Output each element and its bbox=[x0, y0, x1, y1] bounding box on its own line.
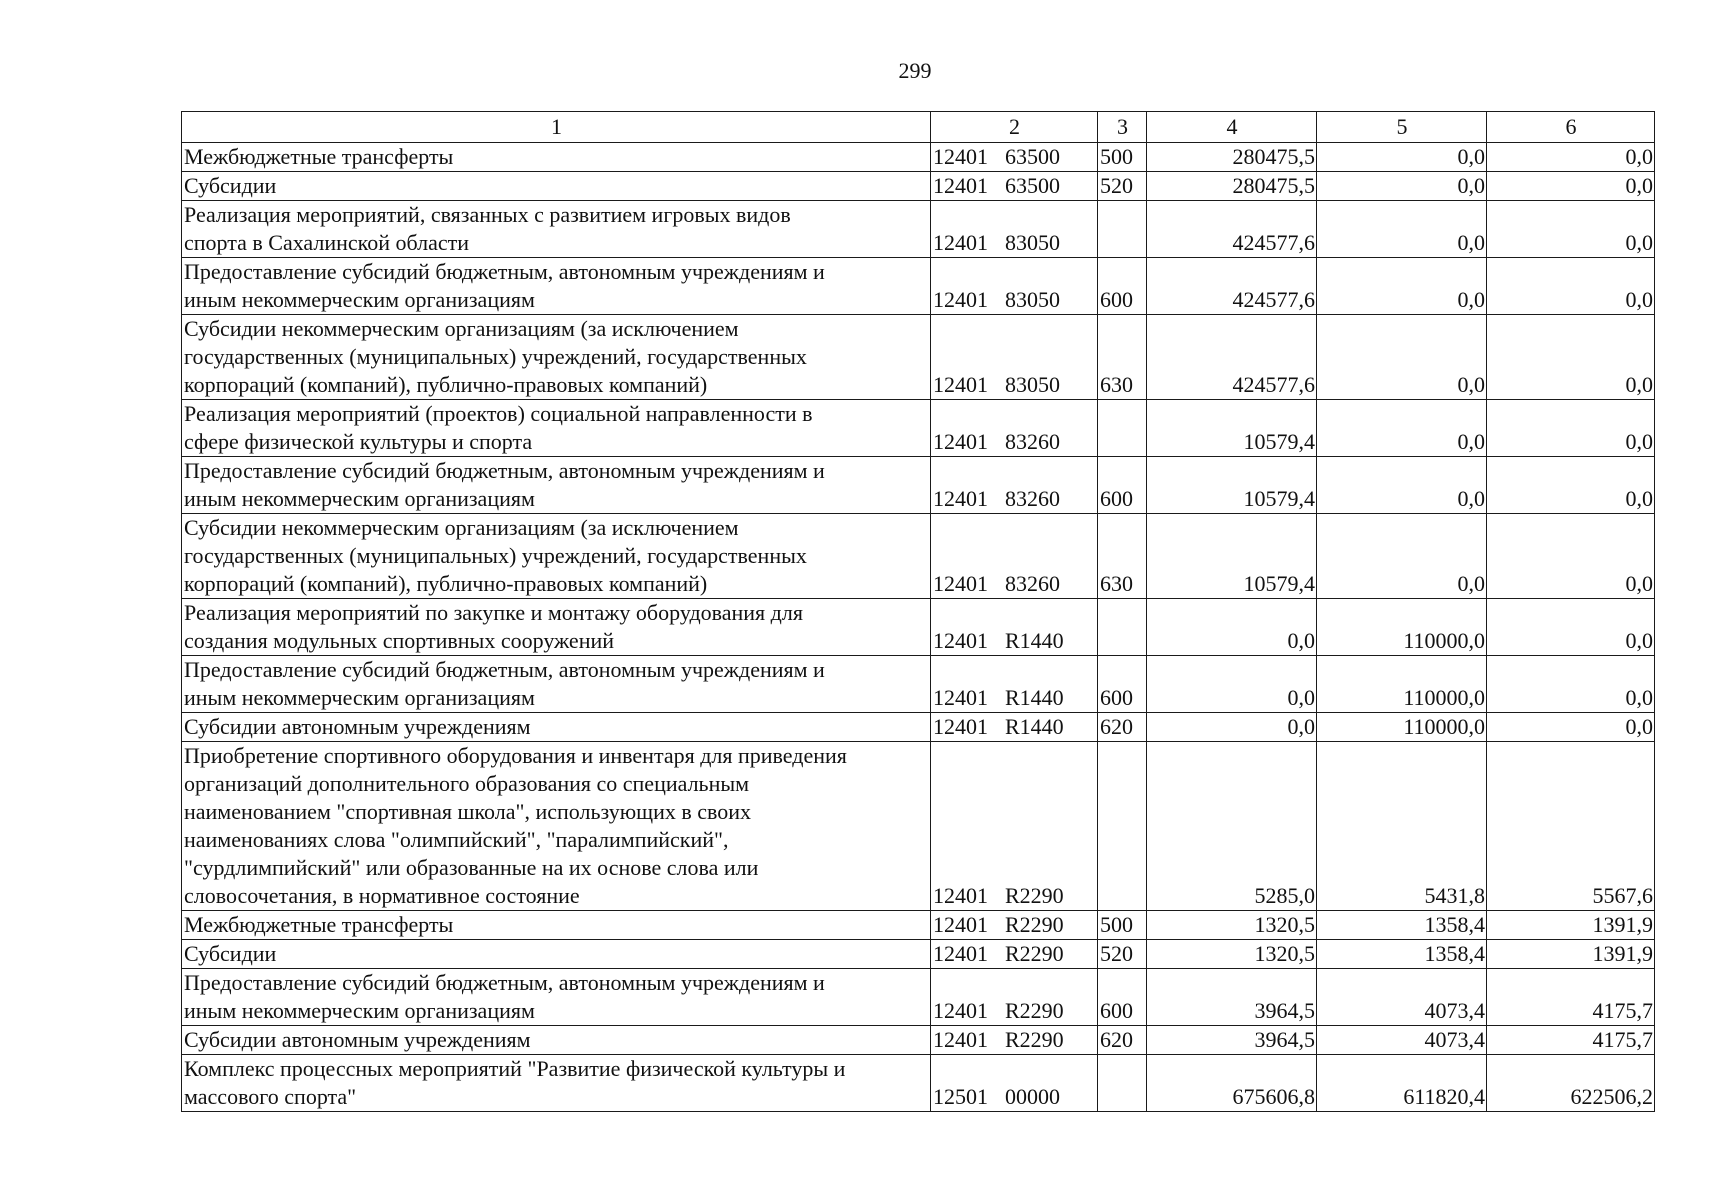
value-col-5: 0,0 bbox=[1317, 201, 1487, 258]
value-col-6: 0,0 bbox=[1487, 143, 1655, 172]
row-name: Приобретение спортивного оборудования и инвентаря для приведения организаций дополнительного образования со специальным наименованием "спортивная школа", использующих в своих наименованиях слова "олимпийский", "паралимпийский", "сурдлимпийский" или образованные на их основе слова или словосочетания, в нормативное состояние bbox=[182, 742, 931, 911]
row-name: Субсидии некоммерческим организациям (за исключением государственных (муниципальных) учреждений, государственных корпораций (компаний), публично-правовых компаний) bbox=[182, 514, 931, 599]
value-col-4: 0,0 bbox=[1147, 656, 1317, 713]
table-row bbox=[182, 656, 1655, 713]
row-name: Субсидии bbox=[182, 940, 931, 969]
program-code: 12401 bbox=[933, 628, 988, 653]
expense-type-code: 600 bbox=[1098, 656, 1147, 713]
budget-table bbox=[181, 111, 1655, 1112]
expense-type-code: 500 bbox=[1098, 911, 1147, 940]
column-header: 3 bbox=[1098, 112, 1147, 143]
value-col-6: 0,0 bbox=[1487, 400, 1655, 457]
value-col-6: 1391,9 bbox=[1487, 911, 1655, 940]
table-row bbox=[182, 1026, 1655, 1055]
column-header: 6 bbox=[1487, 112, 1655, 143]
row-name: Субсидии некоммерческим организациям (за исключением государственных (муниципальных) учреждений, государственных корпораций (компаний), публично-правовых компаний) bbox=[182, 315, 931, 400]
row-name: Субсидии автономным учреждениям bbox=[182, 713, 931, 742]
direction-code: R2290 bbox=[1005, 941, 1064, 966]
direction-code: 83260 bbox=[1005, 486, 1060, 511]
value-col-5: 0,0 bbox=[1317, 400, 1487, 457]
column-header: 5 bbox=[1317, 112, 1487, 143]
row-code bbox=[931, 258, 1098, 315]
value-col-6: 0,0 bbox=[1487, 599, 1655, 656]
value-col-4: 10579,4 bbox=[1147, 400, 1317, 457]
row-name: Межбюджетные трансферты bbox=[182, 143, 931, 172]
row-code bbox=[931, 514, 1098, 599]
direction-code: R2290 bbox=[1005, 883, 1064, 908]
value-col-6: 4175,7 bbox=[1487, 969, 1655, 1026]
row-code bbox=[931, 201, 1098, 258]
value-col-5: 4073,4 bbox=[1317, 1026, 1487, 1055]
expense-type-code bbox=[1098, 599, 1147, 656]
row-code bbox=[931, 457, 1098, 514]
table-row bbox=[182, 457, 1655, 514]
row-code bbox=[931, 315, 1098, 400]
value-col-4: 424577,6 bbox=[1147, 315, 1317, 400]
table-row bbox=[182, 400, 1655, 457]
value-col-4: 0,0 bbox=[1147, 713, 1317, 742]
row-name: Комплекс процессных мероприятий "Развитие физической культуры и массового спорта" bbox=[182, 1055, 931, 1112]
header-row bbox=[182, 112, 1655, 143]
expense-type-code: 600 bbox=[1098, 457, 1147, 514]
value-col-6: 0,0 bbox=[1487, 713, 1655, 742]
direction-code: R2290 bbox=[1005, 912, 1064, 937]
direction-code: R1440 bbox=[1005, 714, 1064, 739]
program-code: 12401 bbox=[933, 486, 988, 511]
program-code: 12401 bbox=[933, 230, 988, 255]
table-row bbox=[182, 742, 1655, 911]
program-code: 12401 bbox=[933, 571, 988, 596]
table-row bbox=[182, 1055, 1655, 1112]
expense-type-code bbox=[1098, 201, 1147, 258]
value-col-4: 10579,4 bbox=[1147, 457, 1317, 514]
row-code bbox=[931, 969, 1098, 1026]
table-row bbox=[182, 514, 1655, 599]
value-col-4: 280475,5 bbox=[1147, 172, 1317, 201]
value-col-6: 0,0 bbox=[1487, 201, 1655, 258]
row-name: Реализация мероприятий (проектов) социальной направленности в сфере физической культуры и спорта bbox=[182, 400, 931, 457]
table-row bbox=[182, 599, 1655, 656]
row-name: Предоставление субсидий бюджетным, автономным учреждениям и иным некоммерческим организациям bbox=[182, 656, 931, 713]
value-col-4: 0,0 bbox=[1147, 599, 1317, 656]
value-col-6: 4175,7 bbox=[1487, 1026, 1655, 1055]
column-header: 1 bbox=[182, 112, 931, 143]
value-col-5: 1358,4 bbox=[1317, 940, 1487, 969]
table-row bbox=[182, 143, 1655, 172]
program-code: 12401 bbox=[933, 144, 988, 169]
direction-code: 00000 bbox=[1005, 1084, 1060, 1109]
direction-code: R2290 bbox=[1005, 998, 1064, 1023]
table-row bbox=[182, 315, 1655, 400]
value-col-6: 0,0 bbox=[1487, 656, 1655, 713]
value-col-6: 5567,6 bbox=[1487, 742, 1655, 911]
value-col-4: 280475,5 bbox=[1147, 143, 1317, 172]
row-name: Предоставление субсидий бюджетным, автономным учреждениям и иным некоммерческим организациям bbox=[182, 969, 931, 1026]
table-row bbox=[182, 201, 1655, 258]
program-code: 12401 bbox=[933, 998, 988, 1023]
table-row bbox=[182, 940, 1655, 969]
expense-type-code: 520 bbox=[1098, 940, 1147, 969]
value-col-4: 424577,6 bbox=[1147, 201, 1317, 258]
value-col-5: 611820,4 bbox=[1317, 1055, 1487, 1112]
value-col-4: 424577,6 bbox=[1147, 258, 1317, 315]
value-col-6: 0,0 bbox=[1487, 315, 1655, 400]
value-col-5: 1358,4 bbox=[1317, 911, 1487, 940]
value-col-5: 0,0 bbox=[1317, 514, 1487, 599]
row-code bbox=[931, 1055, 1098, 1112]
expense-type-code: 630 bbox=[1098, 315, 1147, 400]
table-row bbox=[182, 969, 1655, 1026]
program-code: 12401 bbox=[933, 912, 988, 937]
row-code bbox=[931, 656, 1098, 713]
value-col-5: 110000,0 bbox=[1317, 599, 1487, 656]
value-col-5: 0,0 bbox=[1317, 315, 1487, 400]
expense-type-code: 620 bbox=[1098, 1026, 1147, 1055]
value-col-5: 0,0 bbox=[1317, 143, 1487, 172]
program-code: 12401 bbox=[933, 883, 988, 908]
expense-type-code: 600 bbox=[1098, 258, 1147, 315]
row-code bbox=[931, 911, 1098, 940]
direction-code: 63500 bbox=[1005, 173, 1060, 198]
value-col-4: 675606,8 bbox=[1147, 1055, 1317, 1112]
program-code: 12401 bbox=[933, 1027, 988, 1052]
value-col-4: 10579,4 bbox=[1147, 514, 1317, 599]
expense-type-code: 520 bbox=[1098, 172, 1147, 201]
program-code: 12401 bbox=[933, 372, 988, 397]
row-name: Предоставление субсидий бюджетным, автономным учреждениям и иным некоммерческим организациям bbox=[182, 258, 931, 315]
value-col-6: 0,0 bbox=[1487, 258, 1655, 315]
expense-type-code bbox=[1098, 1055, 1147, 1112]
program-code: 12401 bbox=[933, 714, 988, 739]
row-code bbox=[931, 400, 1098, 457]
row-code bbox=[931, 599, 1098, 656]
program-code: 12401 bbox=[933, 429, 988, 454]
expense-type-code: 620 bbox=[1098, 713, 1147, 742]
program-code: 12401 bbox=[933, 941, 988, 966]
direction-code: 83050 bbox=[1005, 230, 1060, 255]
value-col-6: 0,0 bbox=[1487, 172, 1655, 201]
direction-code: 83260 bbox=[1005, 429, 1060, 454]
value-col-6: 0,0 bbox=[1487, 514, 1655, 599]
direction-code: R2290 bbox=[1005, 1027, 1064, 1052]
program-code: 12501 bbox=[933, 1084, 988, 1109]
table-row bbox=[182, 172, 1655, 201]
row-code bbox=[931, 742, 1098, 911]
direction-code: R1440 bbox=[1005, 685, 1064, 710]
value-col-5: 4073,4 bbox=[1317, 969, 1487, 1026]
column-header: 2 bbox=[931, 112, 1098, 143]
value-col-6: 0,0 bbox=[1487, 457, 1655, 514]
program-code: 12401 bbox=[933, 287, 988, 312]
column-header: 4 bbox=[1147, 112, 1317, 143]
row-code bbox=[931, 143, 1098, 172]
value-col-4: 3964,5 bbox=[1147, 969, 1317, 1026]
expense-type-code: 500 bbox=[1098, 143, 1147, 172]
row-code bbox=[931, 172, 1098, 201]
direction-code: 63500 bbox=[1005, 144, 1060, 169]
value-col-5: 0,0 bbox=[1317, 457, 1487, 514]
row-code bbox=[931, 713, 1098, 742]
row-name: Субсидии bbox=[182, 172, 931, 201]
value-col-4: 5285,0 bbox=[1147, 742, 1317, 911]
row-name: Межбюджетные трансферты bbox=[182, 911, 931, 940]
direction-code: R1440 bbox=[1005, 628, 1064, 653]
value-col-6: 1391,9 bbox=[1487, 940, 1655, 969]
program-code: 12401 bbox=[933, 685, 988, 710]
row-name: Субсидии автономным учреждениям bbox=[182, 1026, 931, 1055]
program-code: 12401 bbox=[933, 173, 988, 198]
value-col-4: 1320,5 bbox=[1147, 911, 1317, 940]
direction-code: 83050 bbox=[1005, 287, 1060, 312]
row-name: Предоставление субсидий бюджетным, автономным учреждениям и иным некоммерческим организациям bbox=[182, 457, 931, 514]
value-col-5: 110000,0 bbox=[1317, 713, 1487, 742]
expense-type-code: 630 bbox=[1098, 514, 1147, 599]
expense-type-code bbox=[1098, 400, 1147, 457]
page-number: 299 bbox=[898, 58, 932, 83]
row-code bbox=[931, 940, 1098, 969]
direction-code: 83260 bbox=[1005, 571, 1060, 596]
value-col-6: 622506,2 bbox=[1487, 1055, 1655, 1112]
value-col-4: 3964,5 bbox=[1147, 1026, 1317, 1055]
table-row bbox=[182, 713, 1655, 742]
row-code bbox=[931, 1026, 1098, 1055]
expense-type-code bbox=[1098, 742, 1147, 911]
expense-type-code: 600 bbox=[1098, 969, 1147, 1026]
value-col-5: 0,0 bbox=[1317, 172, 1487, 201]
row-name: Реализация мероприятий, связанных с развитием игровых видов спорта в Сахалинской области bbox=[182, 201, 931, 258]
value-col-5: 0,0 bbox=[1317, 258, 1487, 315]
table-row bbox=[182, 911, 1655, 940]
table-row bbox=[182, 258, 1655, 315]
value-col-5: 110000,0 bbox=[1317, 656, 1487, 713]
direction-code: 83050 bbox=[1005, 372, 1060, 397]
row-name: Реализация мероприятий по закупке и монтажу оборудования для создания модульных спортивных сооружений bbox=[182, 599, 931, 656]
value-col-4: 1320,5 bbox=[1147, 940, 1317, 969]
value-col-5: 5431,8 bbox=[1317, 742, 1487, 911]
